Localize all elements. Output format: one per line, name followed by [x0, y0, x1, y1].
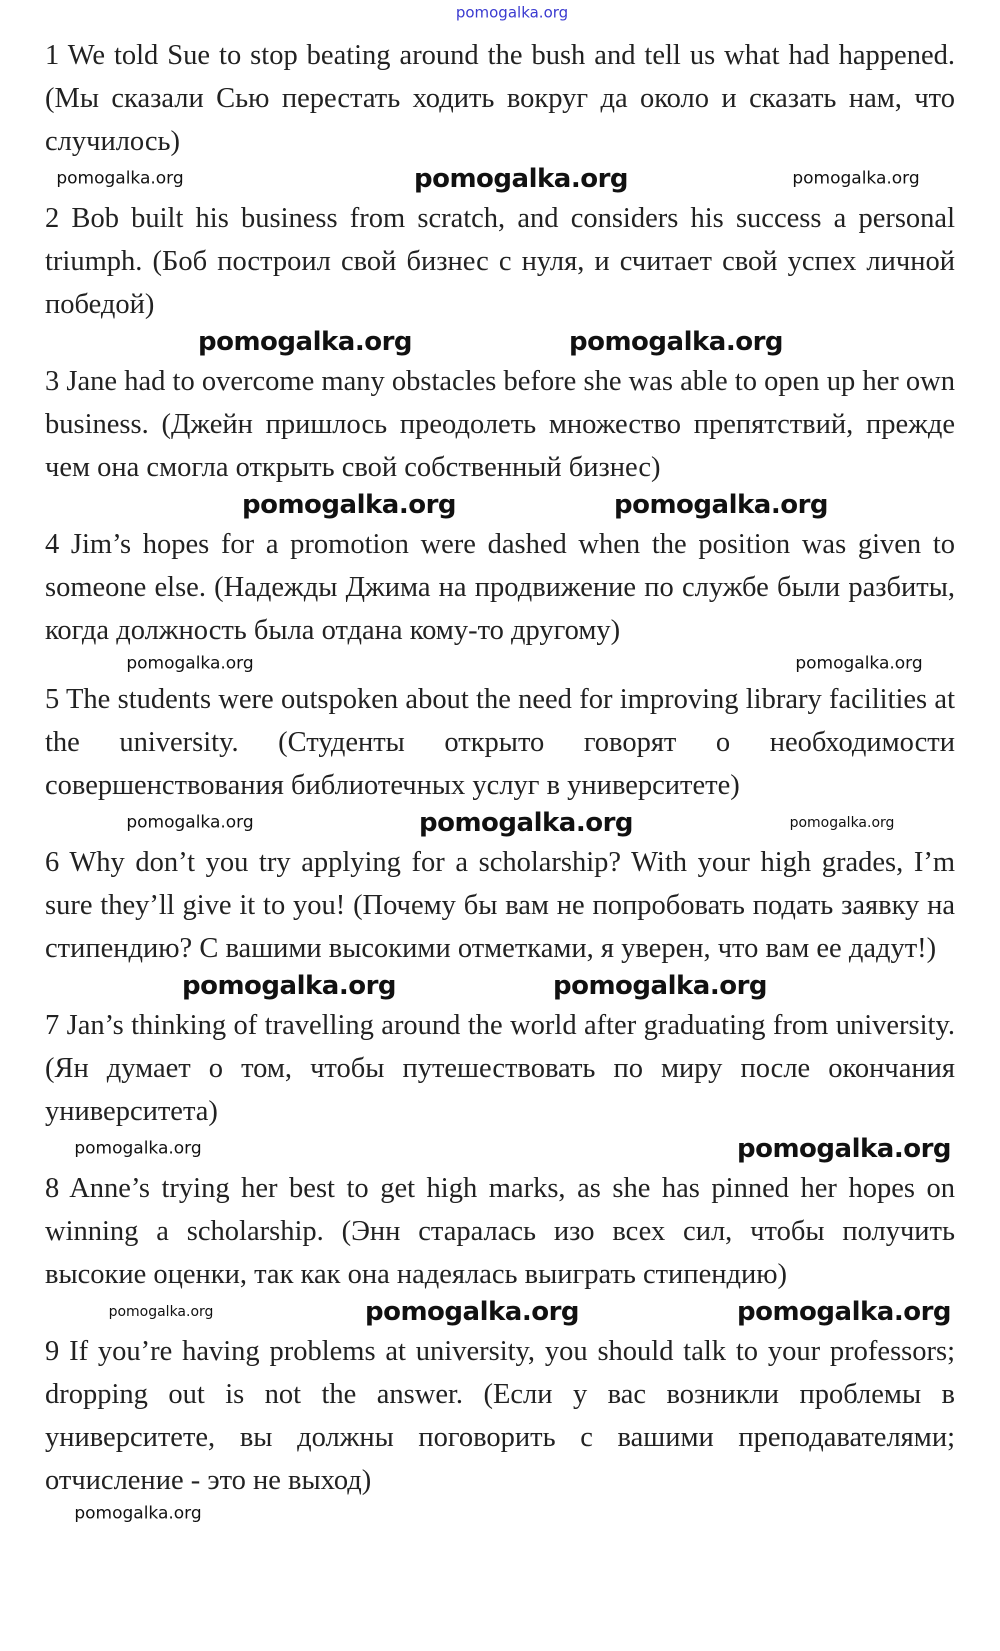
watermark: pomogalka.org — [795, 653, 923, 674]
watermark-row — [0, 326, 1000, 358]
item-8: 8 Anne’s trying her best to get high marks, as she has pinned her hopes on winning a scholarship. (Энн старалась изо всех сил, чтобы получить высокие оценки, так как она надеялась выиграть стипендию) — [45, 1173, 955, 1290]
watermark: pomogalka.org — [197, 327, 413, 357]
watermark: pomogalka.org — [56, 168, 184, 189]
item-4: 4 Jim’s hopes for a promotion were dashed when the position was given to someone else. (Надежды Джима на продвижение по службе были разбиты, когда должность была отдана кому-то другому) — [45, 529, 955, 646]
watermark: pomogalka.org — [74, 1503, 202, 1524]
watermark: pomogalka.org — [413, 164, 629, 194]
watermark: pomogalka.org — [789, 815, 895, 831]
watermark-row — [0, 1502, 1000, 1526]
watermark: pomogalka.org — [418, 808, 634, 838]
watermark: pomogalka.org — [552, 971, 768, 1001]
watermark: pomogalka.org — [126, 812, 254, 833]
watermark: pomogalka.org — [568, 327, 784, 357]
item-7: 7 Jan’s thinking of travelling around the world after graduating from university. (Ян думает о том, чтобы путешествовать по миру после окончания университета) — [45, 1010, 955, 1127]
watermark-row — [0, 489, 1000, 521]
watermark-row — [0, 652, 1000, 676]
header-watermark: pomogalka.org — [455, 3, 569, 22]
item-2: 2 Bob built his business from scratch, and considers his success a personal triumph. (Боб построил свой бизнес с нуля, и считает свой успех личной победой) — [45, 203, 955, 320]
watermark-row — [0, 970, 1000, 1002]
watermark: pomogalka.org — [792, 168, 920, 189]
watermark: pomogalka.org — [613, 490, 829, 520]
item-9: 9 If you’re having problems at university, you should talk to your professors; dropping out is not the answer. (Если у вас возникли проблемы в университете, вы должны поговорить с вашими преподавателями; отчисление - это не выход) — [45, 1336, 955, 1496]
item-1: 1 We told Sue to stop beating around the bush and tell us what had happened. (Мы сказали Сью перестать ходить вокруг да около и сказать нам, что случилось) — [45, 40, 955, 157]
watermark-row — [0, 807, 1000, 839]
watermark: pomogalka.org — [241, 490, 457, 520]
item-5: 5 The students were outspoken about the need for improving library facilities at the university. (Студенты открыто говорят о необходимости совершенствования библиотечных услуг в университете) — [45, 684, 955, 801]
watermark: pomogalka.org — [181, 971, 397, 1001]
watermark: pomogalka.org — [108, 1304, 214, 1320]
watermark: pomogalka.org — [364, 1297, 580, 1327]
watermark-row — [0, 1296, 1000, 1328]
item-3: 3 Jane had to overcome many obstacles before she was able to open up her own business. (Джейн пришлось преодолеть множество препятствий, прежде чем она смогла открыть свой собственный бизнес) — [45, 366, 955, 483]
watermark: pomogalka.org — [736, 1134, 952, 1164]
watermark-row — [0, 1133, 1000, 1165]
item-6: 6 Why don’t you try applying for a scholarship? With your high grades, I’m sure they’ll give it to you! (Почему бы вам не попробовать подать заявку на стипендию? С вашими высокими отметками, я уверен, что вам ее дадут!) — [45, 847, 955, 964]
watermark: pomogalka.org — [74, 1138, 202, 1159]
watermark: pomogalka.org — [736, 1297, 952, 1327]
watermark: pomogalka.org — [126, 653, 254, 674]
watermark-row — [0, 163, 1000, 195]
